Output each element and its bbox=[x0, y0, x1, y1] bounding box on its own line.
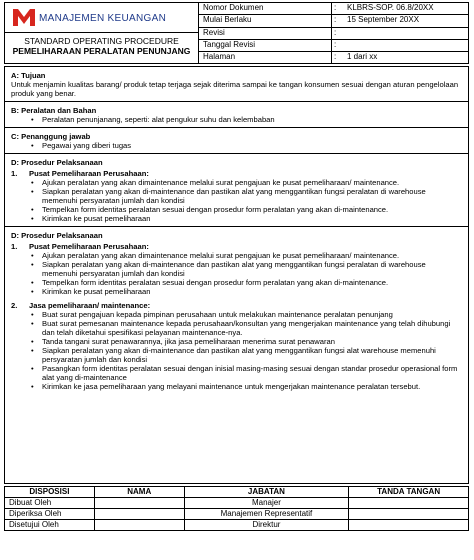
subsection-number: 2. bbox=[11, 301, 18, 310]
meta-value: 15 September 20XX bbox=[347, 15, 420, 25]
meta-colon: : bbox=[334, 15, 337, 25]
list-item: • Pasangkan form identitas peralatan sesuai dengan inisial masing-masing sesuai dengan standar prosedur operasional form alat yang di-maintenance bbox=[11, 364, 462, 382]
table-cell: Dibuat Oleh bbox=[5, 498, 95, 509]
divider bbox=[5, 226, 468, 227]
logo-text: MANAJEMEN KEUANGAN bbox=[39, 13, 167, 24]
list-item: • Kirimkan ke pusat pemeliharaan bbox=[11, 287, 462, 296]
list-item: • Ajukan peralatan yang akan dimaintenance melalui surat pengajuan ke pusat pemeliharaan/ maintenance. bbox=[11, 178, 462, 187]
list-item: • Buat surat pengajuan kepada pimpinan perusahaan untuk melakukan maintenance peralatan penunjang bbox=[11, 310, 462, 319]
meta-label: Revisi bbox=[203, 27, 225, 37]
table-cell bbox=[94, 509, 184, 520]
meta-row-nomor bbox=[199, 3, 469, 15]
list-item: • Siapkan peralatan yang akan di-maintenance dan pastikan alat yang menggantikan fungsi peralatan di warehouse memenuhi persyaratan jumlah dan kondisi bbox=[11, 187, 462, 205]
meta-row-tanggal-revisi bbox=[199, 40, 469, 52]
meta-colon: : bbox=[334, 39, 337, 49]
subsection-label: Pusat Pemeliharaan Perusahaan: bbox=[29, 169, 149, 178]
list-item: • Kirimkan ke jasa pemeliharaan yang melayani maintenance untuk mengerjakan maintenance peralatan tersebut. bbox=[11, 382, 462, 391]
logo-cell bbox=[5, 3, 199, 33]
signature-cell bbox=[349, 498, 469, 509]
meta-colon: : bbox=[334, 3, 337, 12]
table-cell: Disetujui Oleh bbox=[5, 520, 95, 531]
column-header: DISPOSISI bbox=[5, 487, 95, 498]
subsection-number: 1. bbox=[11, 242, 18, 251]
section-c-title: C: Penanggung jawab bbox=[11, 132, 91, 141]
section-d2-title: D: Prosedur Pelaksanaan bbox=[11, 231, 103, 240]
table-header-row bbox=[5, 487, 469, 498]
signature-cell bbox=[349, 520, 469, 531]
meta-row-halaman bbox=[199, 52, 469, 64]
meta-label: Mulai Berlaku bbox=[203, 15, 252, 25]
table-cell: Direktur bbox=[184, 520, 349, 531]
meta-label: Tanggal Revisi bbox=[203, 39, 256, 49]
meta-label: Halaman bbox=[203, 51, 236, 61]
meta-value: 1 dari xx bbox=[347, 51, 378, 61]
list-item: • Peralatan penunjanang, seperti: alat pengukur suhu dan kelembaban bbox=[11, 115, 462, 124]
meta-row-mulai bbox=[199, 15, 469, 27]
list-item: • Tempelkan form identitas peralatan sesuai dengan prosedur form peralatan yang akan di-maintenance. bbox=[11, 278, 462, 287]
table-row bbox=[5, 509, 469, 520]
list-item: • Ajukan peralatan yang akan dimaintenance melalui surat pengajuan ke pusat pemeliharaan/ maintenance. bbox=[11, 251, 462, 260]
signature-cell bbox=[349, 509, 469, 520]
table-cell bbox=[94, 520, 184, 531]
document-title bbox=[5, 33, 199, 64]
document-meta bbox=[199, 3, 469, 63]
list-item: • Tempelkan form identitas peralatan sesuai dengan prosedur form peralatan yang akan di-maintenance. bbox=[11, 205, 462, 214]
section-d1-title: D: Prosedur Pelaksanaan bbox=[11, 158, 103, 167]
table-cell: Manajer bbox=[184, 498, 349, 509]
meta-label: Nomor Dokumen bbox=[203, 3, 264, 12]
subsection-title bbox=[11, 169, 462, 178]
section-b-title: B: Peralatan dan Bahan bbox=[11, 106, 97, 115]
document-body bbox=[4, 66, 469, 484]
meta-colon: : bbox=[334, 51, 337, 61]
list-item: • Buat surat pemesanan maintenance kepada perusahaan/konsultan yang mengerjakan maintenance yang telah dihubungi dan telah diketahui spesifikasi pelayanan maintenance-nya. bbox=[11, 319, 462, 337]
company-logo-icon bbox=[13, 9, 35, 26]
list-item: • Tanda tangani surat penawarannya, jika jasa pemeliharaan menerima surat penawaran bbox=[11, 337, 462, 346]
subsection-label: Pusat Pemeliharaan Perusahaan: bbox=[29, 242, 149, 251]
table-row bbox=[5, 498, 469, 509]
list-item: • Siapkan peralatan yang akan di-maintenance dan pastikan alat yang menggantikan fungsi alat warehouse memenuhi persyaratan jumlah dan kondisi bbox=[11, 346, 462, 364]
column-header: JABATAN bbox=[184, 487, 349, 498]
subsection-title bbox=[11, 301, 462, 310]
document-header bbox=[4, 2, 469, 64]
meta-colon: : bbox=[334, 27, 337, 37]
column-header: NAMA bbox=[94, 487, 184, 498]
title-line-2: PEMELIHARAAN PERALATAN PENUNJANG bbox=[12, 46, 191, 56]
list-item: • Kirimkan ke pusat pemeliharaan bbox=[11, 214, 462, 223]
sop-document bbox=[4, 2, 469, 557]
divider bbox=[5, 127, 468, 128]
section-a-text: Untuk menjamin kualitas barang/ produk tetap terjaga sejak diterima sampai ke tangan konsumen sesuai dengan aturan pengelolaan produk yang benar. bbox=[11, 80, 459, 98]
list-item: • Pegawai yang diberi tugas bbox=[11, 141, 462, 150]
section-a-title: A: Tujuan bbox=[11, 71, 46, 80]
subsection-label: Jasa pemeliharaan/ maintenance: bbox=[29, 301, 151, 310]
column-header: TANDA TANGAN bbox=[349, 487, 469, 498]
table-row bbox=[5, 520, 469, 531]
list-item: • Siapkan peralatan yang akan di-maintenance dan pastikan alat yang menggantikan fungsi peralatan di warehouse memenuhi persyaratan jumlah dan kondisi bbox=[11, 260, 462, 278]
subsection-title bbox=[11, 242, 462, 251]
title-line-1: STANDARD OPERATING PROCEDURE bbox=[24, 36, 179, 46]
table-cell bbox=[94, 498, 184, 509]
approval-table bbox=[4, 486, 469, 531]
meta-row-revisi bbox=[199, 28, 469, 40]
table-cell: Diperiksa Oleh bbox=[5, 509, 95, 520]
meta-value: KLBRS-SOP. 06.8/20XX bbox=[347, 3, 434, 12]
subsection-number: 1. bbox=[11, 169, 18, 178]
divider bbox=[5, 101, 468, 102]
divider bbox=[5, 153, 468, 154]
table-cell: Manajemen Representatif bbox=[184, 509, 349, 520]
